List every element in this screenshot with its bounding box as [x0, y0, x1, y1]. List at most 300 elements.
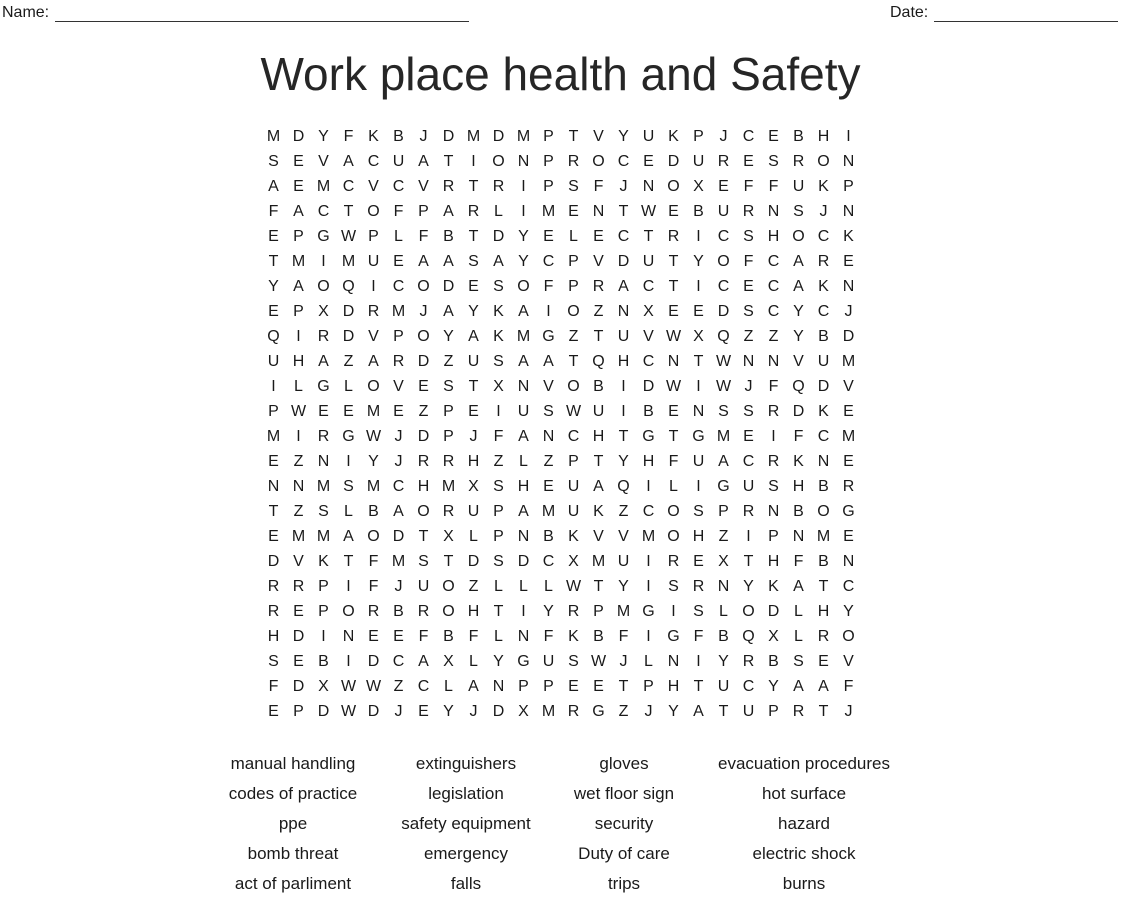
- grid-letter[interactable]: M: [816, 528, 831, 545]
- grid-letter[interactable]: C: [642, 353, 655, 370]
- grid-letter[interactable]: K: [843, 228, 854, 245]
- grid-letter[interactable]: J: [844, 703, 853, 720]
- grid-letter[interactable]: N: [292, 478, 305, 495]
- grid-letter[interactable]: L: [469, 653, 478, 670]
- grid-letter[interactable]: G: [692, 428, 705, 445]
- grid-letter[interactable]: E: [818, 653, 829, 670]
- grid-letter[interactable]: G: [642, 428, 655, 445]
- grid-letter[interactable]: S: [743, 303, 754, 320]
- grid-letter[interactable]: R: [692, 578, 705, 595]
- grid-letter[interactable]: T: [443, 553, 454, 570]
- grid-letter[interactable]: P: [693, 128, 704, 145]
- grid-letter[interactable]: U: [567, 503, 580, 520]
- grid-letter[interactable]: I: [696, 278, 701, 295]
- grid-letter[interactable]: G: [317, 378, 330, 395]
- grid-letter[interactable]: B: [818, 328, 829, 345]
- grid-letter[interactable]: D: [667, 153, 680, 170]
- grid-letter[interactable]: R: [717, 153, 730, 170]
- grid-letter[interactable]: R: [442, 503, 455, 520]
- grid-letter[interactable]: I: [646, 628, 651, 645]
- grid-letter[interactable]: Z: [293, 503, 304, 520]
- grid-letter[interactable]: O: [567, 378, 580, 395]
- grid-letter[interactable]: R: [592, 278, 605, 295]
- grid-letter[interactable]: D: [292, 678, 305, 695]
- grid-letter[interactable]: K: [318, 553, 329, 570]
- grid-letter[interactable]: U: [642, 128, 655, 145]
- grid-letter[interactable]: C: [367, 153, 380, 170]
- grid-letter[interactable]: O: [667, 528, 680, 545]
- grid-letter[interactable]: V: [368, 328, 379, 345]
- grid-letter[interactable]: C: [817, 228, 830, 245]
- grid-letter[interactable]: A: [518, 428, 529, 445]
- grid-letter[interactable]: W: [365, 428, 382, 445]
- grid-letter[interactable]: L: [544, 578, 553, 595]
- grid-letter[interactable]: A: [418, 153, 429, 170]
- grid-letter[interactable]: M: [366, 478, 381, 495]
- grid-letter[interactable]: G: [717, 478, 730, 495]
- grid-letter[interactable]: H: [292, 353, 305, 370]
- grid-letter[interactable]: D: [467, 553, 480, 570]
- grid-letter[interactable]: E: [718, 178, 729, 195]
- grid-letter[interactable]: T: [593, 453, 604, 470]
- grid-letter[interactable]: Z: [568, 328, 579, 345]
- grid-letter[interactable]: W: [340, 228, 357, 245]
- grid-letter[interactable]: U: [592, 403, 605, 420]
- grid-letter[interactable]: D: [292, 628, 305, 645]
- grid-letter[interactable]: O: [842, 628, 855, 645]
- grid-letter[interactable]: T: [618, 203, 629, 220]
- grid-letter[interactable]: A: [293, 203, 304, 220]
- grid-letter[interactable]: M: [516, 128, 531, 145]
- grid-letter[interactable]: O: [667, 178, 680, 195]
- grid-letter[interactable]: E: [543, 228, 554, 245]
- grid-letter[interactable]: H: [467, 603, 480, 620]
- grid-letter[interactable]: Z: [543, 453, 554, 470]
- grid-letter[interactable]: P: [568, 278, 579, 295]
- grid-letter[interactable]: E: [593, 678, 604, 695]
- grid-letter[interactable]: P: [768, 703, 779, 720]
- grid-letter[interactable]: T: [568, 128, 579, 145]
- grid-letter[interactable]: K: [768, 578, 779, 595]
- grid-letter[interactable]: T: [468, 228, 479, 245]
- grid-letter[interactable]: X: [468, 478, 479, 495]
- grid-letter[interactable]: M: [366, 403, 381, 420]
- grid-letter[interactable]: R: [842, 478, 855, 495]
- grid-letter[interactable]: X: [493, 378, 504, 395]
- grid-letter[interactable]: U: [817, 353, 830, 370]
- grid-letter[interactable]: O: [742, 603, 755, 620]
- grid-letter[interactable]: L: [494, 628, 503, 645]
- grid-letter[interactable]: R: [817, 628, 830, 645]
- grid-letter[interactable]: V: [843, 653, 854, 670]
- grid-letter[interactable]: M: [841, 428, 856, 445]
- grid-letter[interactable]: X: [768, 628, 779, 645]
- grid-letter[interactable]: S: [743, 228, 754, 245]
- grid-letter[interactable]: N: [842, 553, 855, 570]
- grid-letter[interactable]: C: [617, 228, 630, 245]
- grid-letter[interactable]: W: [715, 353, 732, 370]
- grid-letter[interactable]: T: [468, 178, 479, 195]
- date-line[interactable]: [934, 7, 1118, 22]
- grid-letter[interactable]: O: [667, 503, 680, 520]
- grid-letter[interactable]: J: [844, 303, 853, 320]
- grid-letter[interactable]: S: [268, 153, 279, 170]
- grid-letter[interactable]: D: [792, 403, 805, 420]
- grid-letter[interactable]: W: [665, 378, 682, 395]
- grid-letter[interactable]: R: [367, 603, 380, 620]
- grid-letter[interactable]: Q: [267, 328, 280, 345]
- grid-letter[interactable]: I: [296, 428, 301, 445]
- grid-letter[interactable]: U: [742, 703, 755, 720]
- grid-letter[interactable]: S: [743, 403, 754, 420]
- grid-letter[interactable]: Z: [618, 503, 629, 520]
- grid-letter[interactable]: N: [492, 678, 505, 695]
- grid-letter[interactable]: H: [642, 453, 655, 470]
- grid-letter[interactable]: S: [718, 403, 729, 420]
- grid-letter[interactable]: U: [367, 253, 380, 270]
- grid-letter[interactable]: J: [619, 653, 628, 670]
- grid-letter[interactable]: B: [818, 478, 829, 495]
- grid-letter[interactable]: Q: [792, 378, 805, 395]
- grid-letter[interactable]: F: [418, 228, 429, 245]
- grid-letter[interactable]: Y: [318, 128, 329, 145]
- grid-letter[interactable]: E: [843, 253, 854, 270]
- grid-letter[interactable]: D: [417, 428, 430, 445]
- grid-letter[interactable]: D: [342, 328, 355, 345]
- grid-letter[interactable]: E: [568, 678, 579, 695]
- grid-letter[interactable]: A: [593, 478, 604, 495]
- grid-letter[interactable]: P: [393, 328, 404, 345]
- grid-letter[interactable]: B: [368, 503, 379, 520]
- grid-letter[interactable]: E: [393, 628, 404, 645]
- grid-letter[interactable]: C: [767, 253, 780, 270]
- grid-letter[interactable]: V: [643, 328, 654, 345]
- grid-letter[interactable]: A: [518, 503, 529, 520]
- grid-letter[interactable]: Z: [593, 303, 604, 320]
- grid-letter[interactable]: E: [593, 228, 604, 245]
- grid-letter[interactable]: R: [292, 578, 305, 595]
- grid-letter[interactable]: W: [590, 653, 607, 670]
- grid-letter[interactable]: X: [443, 653, 454, 670]
- grid-letter[interactable]: H: [792, 478, 805, 495]
- grid-letter[interactable]: T: [618, 678, 629, 695]
- grid-letter[interactable]: H: [267, 628, 280, 645]
- grid-letter[interactable]: J: [419, 128, 428, 145]
- grid-letter[interactable]: D: [517, 553, 530, 570]
- grid-letter[interactable]: K: [568, 628, 579, 645]
- grid-letter[interactable]: I: [696, 378, 701, 395]
- grid-letter[interactable]: E: [268, 453, 279, 470]
- grid-letter[interactable]: K: [368, 128, 379, 145]
- grid-letter[interactable]: R: [267, 603, 280, 620]
- grid-letter[interactable]: B: [318, 653, 329, 670]
- grid-letter[interactable]: B: [443, 628, 454, 645]
- grid-letter[interactable]: H: [767, 228, 780, 245]
- grid-letter[interactable]: T: [618, 428, 629, 445]
- grid-letter[interactable]: S: [468, 253, 479, 270]
- grid-letter[interactable]: R: [567, 703, 580, 720]
- grid-letter[interactable]: P: [443, 403, 454, 420]
- grid-letter[interactable]: Q: [717, 328, 730, 345]
- grid-letter[interactable]: I: [496, 403, 501, 420]
- grid-letter[interactable]: N: [542, 428, 555, 445]
- name-field[interactable]: [2, 4, 469, 22]
- grid-letter[interactable]: C: [392, 278, 405, 295]
- grid-letter[interactable]: I: [546, 303, 551, 320]
- grid-letter[interactable]: F: [468, 628, 479, 645]
- grid-letter[interactable]: I: [671, 603, 676, 620]
- grid-letter[interactable]: P: [568, 253, 579, 270]
- grid-letter[interactable]: J: [644, 703, 653, 720]
- grid-letter[interactable]: R: [442, 453, 455, 470]
- grid-letter[interactable]: Z: [718, 528, 729, 545]
- grid-letter[interactable]: A: [293, 278, 304, 295]
- grid-letter[interactable]: F: [793, 553, 804, 570]
- grid-letter[interactable]: D: [492, 128, 505, 145]
- grid-letter[interactable]: R: [367, 303, 380, 320]
- grid-letter[interactable]: G: [317, 228, 330, 245]
- grid-letter[interactable]: R: [417, 603, 430, 620]
- grid-letter[interactable]: K: [593, 503, 604, 520]
- grid-letter[interactable]: L: [644, 653, 653, 670]
- grid-letter[interactable]: T: [668, 253, 679, 270]
- grid-letter[interactable]: L: [794, 603, 803, 620]
- grid-letter[interactable]: V: [318, 153, 329, 170]
- grid-letter[interactable]: S: [568, 653, 579, 670]
- grid-letter[interactable]: I: [321, 628, 326, 645]
- grid-letter[interactable]: I: [621, 403, 626, 420]
- grid-letter[interactable]: S: [768, 478, 779, 495]
- grid-letter[interactable]: D: [267, 553, 280, 570]
- grid-letter[interactable]: T: [593, 578, 604, 595]
- grid-letter[interactable]: E: [843, 528, 854, 545]
- grid-letter[interactable]: E: [468, 278, 479, 295]
- grid-letter[interactable]: N: [767, 203, 780, 220]
- grid-letter[interactable]: E: [393, 403, 404, 420]
- grid-letter[interactable]: P: [768, 528, 779, 545]
- grid-letter[interactable]: A: [493, 253, 504, 270]
- grid-letter[interactable]: N: [517, 378, 530, 395]
- grid-letter[interactable]: R: [767, 403, 780, 420]
- grid-letter[interactable]: O: [517, 278, 530, 295]
- grid-letter[interactable]: N: [817, 453, 830, 470]
- grid-letter[interactable]: F: [768, 378, 779, 395]
- grid-letter[interactable]: A: [793, 253, 804, 270]
- grid-letter[interactable]: C: [392, 478, 405, 495]
- grid-letter[interactable]: Y: [793, 328, 804, 345]
- grid-letter[interactable]: I: [846, 128, 851, 145]
- grid-letter[interactable]: E: [268, 228, 279, 245]
- grid-letter[interactable]: T: [568, 353, 579, 370]
- grid-letter[interactable]: Z: [443, 353, 454, 370]
- grid-letter[interactable]: C: [542, 253, 555, 270]
- grid-letter[interactable]: H: [667, 678, 680, 695]
- grid-letter[interactable]: T: [418, 528, 429, 545]
- grid-letter[interactable]: E: [418, 703, 429, 720]
- grid-letter[interactable]: N: [692, 403, 705, 420]
- grid-letter[interactable]: O: [367, 203, 380, 220]
- grid-letter[interactable]: J: [394, 703, 403, 720]
- grid-letter[interactable]: R: [817, 253, 830, 270]
- grid-letter[interactable]: F: [618, 628, 629, 645]
- grid-letter[interactable]: J: [469, 428, 478, 445]
- grid-letter[interactable]: I: [696, 478, 701, 495]
- grid-letter[interactable]: T: [668, 278, 679, 295]
- grid-letter[interactable]: S: [793, 203, 804, 220]
- grid-letter[interactable]: X: [693, 328, 704, 345]
- grid-letter[interactable]: Y: [443, 328, 454, 345]
- grid-letter[interactable]: C: [392, 653, 405, 670]
- grid-letter[interactable]: N: [767, 503, 780, 520]
- grid-letter[interactable]: I: [346, 578, 351, 595]
- grid-letter[interactable]: P: [543, 128, 554, 145]
- name-line[interactable]: [55, 7, 469, 22]
- grid-letter[interactable]: E: [743, 153, 754, 170]
- grid-letter[interactable]: P: [518, 678, 529, 695]
- grid-letter[interactable]: F: [768, 178, 779, 195]
- grid-letter[interactable]: D: [767, 603, 780, 620]
- grid-letter[interactable]: R: [667, 553, 680, 570]
- grid-letter[interactable]: E: [668, 403, 679, 420]
- grid-letter[interactable]: L: [294, 378, 303, 395]
- grid-letter[interactable]: S: [493, 278, 504, 295]
- grid-letter[interactable]: Y: [668, 703, 679, 720]
- grid-letter[interactable]: N: [517, 153, 530, 170]
- grid-letter[interactable]: N: [317, 453, 330, 470]
- grid-letter[interactable]: R: [667, 228, 680, 245]
- grid-letter[interactable]: O: [717, 253, 730, 270]
- grid-letter[interactable]: S: [443, 378, 454, 395]
- grid-letter[interactable]: L: [519, 578, 528, 595]
- grid-letter[interactable]: P: [443, 428, 454, 445]
- grid-letter[interactable]: F: [793, 428, 804, 445]
- grid-letter[interactable]: M: [291, 253, 306, 270]
- grid-letter[interactable]: Q: [592, 353, 605, 370]
- grid-letter[interactable]: I: [296, 328, 301, 345]
- grid-letter[interactable]: O: [417, 278, 430, 295]
- grid-letter[interactable]: Y: [468, 303, 479, 320]
- grid-letter[interactable]: I: [346, 453, 351, 470]
- grid-letter[interactable]: U: [267, 353, 280, 370]
- grid-letter[interactable]: E: [743, 428, 754, 445]
- grid-letter[interactable]: A: [618, 278, 629, 295]
- grid-letter[interactable]: M: [316, 528, 331, 545]
- grid-letter[interactable]: E: [343, 403, 354, 420]
- grid-letter[interactable]: E: [568, 203, 579, 220]
- grid-letter[interactable]: B: [793, 128, 804, 145]
- grid-letter[interactable]: T: [443, 153, 454, 170]
- grid-letter[interactable]: F: [393, 203, 404, 220]
- grid-letter[interactable]: E: [268, 303, 279, 320]
- grid-letter[interactable]: E: [293, 153, 304, 170]
- grid-letter[interactable]: B: [443, 228, 454, 245]
- grid-letter[interactable]: T: [818, 578, 829, 595]
- grid-letter[interactable]: S: [793, 653, 804, 670]
- grid-letter[interactable]: F: [743, 178, 754, 195]
- grid-letter[interactable]: C: [617, 153, 630, 170]
- grid-letter[interactable]: T: [343, 203, 354, 220]
- grid-letter[interactable]: M: [341, 253, 356, 270]
- grid-letter[interactable]: U: [467, 503, 480, 520]
- grid-letter[interactable]: Y: [618, 578, 629, 595]
- grid-letter[interactable]: F: [693, 628, 704, 645]
- grid-letter[interactable]: U: [692, 153, 705, 170]
- grid-letter[interactable]: A: [793, 678, 804, 695]
- grid-letter[interactable]: H: [692, 528, 705, 545]
- grid-letter[interactable]: O: [492, 153, 505, 170]
- grid-letter[interactable]: E: [268, 528, 279, 545]
- grid-letter[interactable]: O: [817, 503, 830, 520]
- grid-letter[interactable]: G: [842, 503, 855, 520]
- grid-letter[interactable]: Q: [342, 278, 355, 295]
- grid-letter[interactable]: W: [565, 578, 582, 595]
- grid-letter[interactable]: N: [767, 353, 780, 370]
- grid-letter[interactable]: O: [592, 153, 605, 170]
- grid-letter[interactable]: P: [493, 528, 504, 545]
- grid-letter[interactable]: H: [817, 603, 830, 620]
- grid-letter[interactable]: E: [318, 403, 329, 420]
- grid-letter[interactable]: S: [343, 478, 354, 495]
- grid-letter[interactable]: J: [819, 203, 828, 220]
- grid-letter[interactable]: J: [394, 428, 403, 445]
- grid-letter[interactable]: V: [593, 253, 604, 270]
- grid-letter[interactable]: Y: [693, 253, 704, 270]
- grid-letter[interactable]: M: [541, 203, 556, 220]
- grid-letter[interactable]: C: [417, 678, 430, 695]
- grid-letter[interactable]: O: [417, 328, 430, 345]
- grid-letter[interactable]: A: [418, 253, 429, 270]
- grid-letter[interactable]: C: [767, 278, 780, 295]
- grid-letter[interactable]: C: [742, 678, 755, 695]
- grid-letter[interactable]: J: [469, 703, 478, 720]
- grid-letter[interactable]: A: [518, 303, 529, 320]
- grid-letter[interactable]: A: [468, 328, 479, 345]
- grid-letter[interactable]: P: [293, 303, 304, 320]
- grid-letter[interactable]: V: [418, 178, 429, 195]
- grid-letter[interactable]: K: [818, 403, 829, 420]
- grid-letter[interactable]: Z: [493, 453, 504, 470]
- grid-letter[interactable]: N: [842, 278, 855, 295]
- grid-letter[interactable]: B: [643, 403, 654, 420]
- grid-letter[interactable]: D: [292, 128, 305, 145]
- grid-letter[interactable]: R: [742, 203, 755, 220]
- grid-letter[interactable]: U: [692, 453, 705, 470]
- grid-letter[interactable]: D: [417, 353, 430, 370]
- grid-letter[interactable]: E: [368, 628, 379, 645]
- grid-letter[interactable]: A: [818, 678, 829, 695]
- grid-letter[interactable]: M: [391, 553, 406, 570]
- grid-letter[interactable]: A: [343, 153, 354, 170]
- grid-letter[interactable]: F: [268, 678, 279, 695]
- grid-letter[interactable]: U: [417, 578, 430, 595]
- grid-letter[interactable]: S: [493, 553, 504, 570]
- date-field[interactable]: [890, 4, 1118, 22]
- grid-letter[interactable]: L: [344, 503, 353, 520]
- grid-letter[interactable]: G: [592, 703, 605, 720]
- grid-letter[interactable]: H: [617, 353, 630, 370]
- grid-letter[interactable]: A: [543, 353, 554, 370]
- grid-letter[interactable]: S: [693, 603, 704, 620]
- grid-letter[interactable]: P: [568, 453, 579, 470]
- grid-letter[interactable]: J: [394, 453, 403, 470]
- grid-letter[interactable]: J: [719, 128, 728, 145]
- grid-letter[interactable]: B: [593, 378, 604, 395]
- grid-letter[interactable]: T: [693, 353, 704, 370]
- grid-letter[interactable]: I: [521, 603, 526, 620]
- grid-letter[interactable]: V: [393, 378, 404, 395]
- grid-letter[interactable]: I: [621, 378, 626, 395]
- grid-letter[interactable]: X: [318, 303, 329, 320]
